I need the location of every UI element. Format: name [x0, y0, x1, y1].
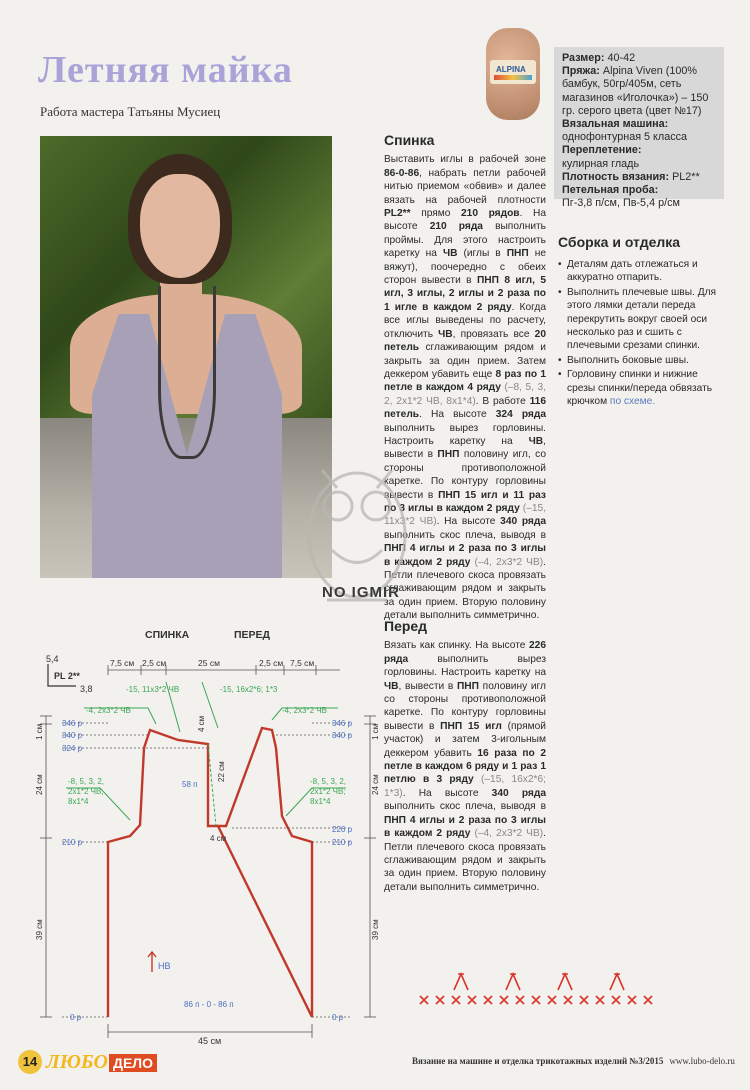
- count-58: 58 п: [182, 780, 198, 789]
- height-39: 39 см: [35, 919, 44, 940]
- height-4: 4 см: [197, 715, 206, 732]
- note-neck-front: -15, 16x2*6; 1*3: [220, 685, 278, 694]
- back-heading: Спинка: [384, 132, 435, 148]
- row-324: 324 р: [62, 744, 83, 753]
- pl-bot: 3,8: [80, 684, 93, 694]
- right-scale: [232, 716, 376, 1017]
- front-instructions: [384, 620, 546, 894]
- schema-label-front: ПЕРЕД: [234, 629, 271, 641]
- crochet-shells: [454, 974, 624, 990]
- pl-top: 5,4: [46, 654, 59, 664]
- note-armhole-left: -8, 5, 3, 2, 2x1*2 ЧВ, 8x1*4: [68, 777, 105, 806]
- row-346: 346 р: [62, 719, 83, 728]
- height-1: 1 см: [35, 723, 44, 740]
- spec-machine: Вязальная машина: однофонтурная 5 класса: [562, 118, 688, 144]
- scheme-link[interactable]: по схеме.: [609, 396, 656, 408]
- height-39-right: 39 см: [371, 919, 380, 940]
- spec-gauge: Петельная проба: Пг-3,8 п/см, Пв-5,4 р/см: [562, 184, 680, 210]
- front-text: Вязать как спинку. На высоте 226 ряда выполнить вырез горловины. Настроить каретку на ЧВ, вывести в ПНП половину игл со стороны противоположной каретке. По контуру горловины вывести в ПНП 15 игл (прямой участок) и затем 3-игольным деккером убавить 16 раза по 2 петле в каждом 6 ряду и 1 раз 1 петлю в 3 ряду (–15, 16х2*6; 1*3). На высоте 340 ряда выполнить скос плеча, выводя в ПНП 4 иглы и 2 раза по 3 иглы в каждом 2 ряду (–4, 2х3*2 ЧВ). Петли плечевого скоса провязать сглаживающим рядом и закрыть за один прием. Вторую половину детали выполнить симметрично.: [384, 640, 547, 893]
- direction-label: НВ: [158, 961, 171, 971]
- yarn-label: [490, 60, 536, 84]
- bottom-stitches: 86 п - 0 - 86 п: [184, 1000, 234, 1009]
- row-0: 0 р: [70, 1013, 82, 1022]
- photo-chain: [158, 286, 216, 459]
- note-shoulder-left: -4, 2x3*2 ЧВ: [86, 706, 131, 715]
- yarn-skein-image: [486, 28, 540, 120]
- assembly-item: • Горловину спинки и нижние срезы спинки/переда обвязать крючком по схеме.: [558, 368, 726, 408]
- neck-width: 4 см: [210, 834, 227, 843]
- width-2: 2,5 см: [142, 658, 167, 668]
- photo-face: [140, 174, 220, 278]
- width-4: 2,5 см: [259, 658, 284, 668]
- author-credit: Работа мастера Татьяны Мусиец: [40, 104, 221, 119]
- width-5: 7,5 см: [290, 658, 315, 668]
- model-photo: [40, 136, 332, 578]
- assembly-item: • Деталям дать отлежаться и аккуратно отпарить.: [558, 258, 726, 285]
- bottom-width: 45 см: [198, 1036, 222, 1046]
- schema-label-back: СПИНКА: [145, 629, 190, 641]
- assembly-item: • Выполнить плечевые швы. Для этого лямки детали переда перекрутить вокруг своей оси несколько раз и сшить с плечевыми срезами спинки.: [558, 286, 726, 353]
- row-340-right: 340 р: [332, 731, 353, 740]
- green-leaders: [66, 682, 346, 820]
- left-scale: [40, 716, 208, 1017]
- row-340: 340 р: [62, 731, 83, 740]
- specs-box: [554, 47, 724, 210]
- garment-outline: [108, 728, 312, 1017]
- assembly-list: [558, 258, 726, 408]
- height-24: 24 см: [35, 774, 44, 795]
- crochet-x-marks: [420, 996, 652, 1004]
- yarn-brand: ALPINA: [496, 65, 526, 74]
- back-text: Выставить иглы в рабочей зоне 86-0-86, набрать петли рабочей нитью приемом «обвив» и далее вязать на рабочей плотности PL2** прямо 210 рядов. На высоте 210 ряда выполнить проймы. Для этого настроить каретку на ЧВ (иглы в ПНП не вяжут), поочередно с обеих сторон вывести в ПНП 8 игл, 5 игл, 3 иглы, 2 иглы и 2 раза по 1 игле в каждом 2 ряду. Когда все иглы выведены по расчету, отключить ЧВ, провязать все 20 петель сглаживающим рядом и закрыть за один прием. Затем деккером убавить еще 8 раз по 1 петле в каждом 4 ряду (–8, 5, 3, 2, 2х1*2 ЧВ, 8х1*4). В работе 116 петель. На высоте 324 ряда выполнить вырез горловины. Настроить каретку на ЧВ, вывести в ПНП половину игл, со стороны противоположной каретке. По контуру горловины вывести в ПНП 15 игл и 11 раз по 3 иглы в каждом 2 ряду (–15, 11х3*2 ЧВ). На высоте 340 ряда выполнить скос плеча, выводя в ПНП 4 иглы и 2 раза по 3 иглы в каждом 2 ряду (–4, 2х3*2 ЧВ). Петли плечевого скоса провязать сглаживающим рядом и закрыть за один прием. Вторую половину детали выполнить симметрично.: [384, 154, 547, 622]
- pattern-schema: [0, 620, 390, 1060]
- direction-arrow-icon: [148, 952, 156, 972]
- note-shoulder-right: -4, 2x3*2 ЧВ: [282, 706, 327, 715]
- row-210-right: 210 р: [332, 838, 353, 847]
- brand-logo: ЛЮБО ДЕЛО: [46, 1051, 157, 1074]
- width-1: 7,5 см: [110, 658, 135, 668]
- row-0-right: 0 р: [332, 1013, 344, 1022]
- spec-density: Плотность вязания: PL2**: [562, 170, 700, 183]
- assembly-item: • Выполнить боковые швы.: [558, 354, 726, 367]
- height-22: 22 см: [217, 761, 226, 782]
- note-armhole-right: -8, 5, 3, 2, 2x1*2 ЧВ; 8x1*4: [310, 777, 347, 806]
- row-210: 210 р: [62, 838, 83, 847]
- row-346-right: 346 р: [332, 719, 353, 728]
- spec-size: Размер: 40-42: [562, 52, 636, 64]
- spec-weave: Переплетение: кулирная гладь: [562, 144, 642, 170]
- spec-yarn: Пряжа: Alpina Viven (100% бамбук, 50гр/405м, сеть магазинов «Иголочка») – 150 гр. серого цвета (цвет №17): [562, 65, 709, 117]
- page-title: Летняя майка: [38, 49, 293, 91]
- width-3: 25 см: [198, 658, 220, 668]
- front-heading: Перед: [384, 618, 428, 634]
- assembly-heading: Сборка и отделка: [558, 234, 681, 250]
- height-24-right: 24 см: [371, 774, 380, 795]
- footer-site[interactable]: www.lubo-delo.ru: [669, 1056, 735, 1066]
- footer-magazine: Вязание на машине и отделка трикотажных изделий №3/2015 www.lubo-delo.ru: [412, 1056, 735, 1066]
- pl-mid: PL 2**: [54, 671, 80, 681]
- row-226: 226 р: [332, 825, 353, 834]
- crochet-edging-chart: [414, 964, 668, 1010]
- watermark-text: NO IGMIR: [322, 584, 400, 601]
- owl-watermark: [292, 440, 422, 640]
- height-1-right: 1 см: [371, 723, 380, 740]
- page-number: 14: [18, 1050, 42, 1074]
- note-neck-back: -15, 11x3*2 ЧВ: [126, 685, 180, 694]
- assembly-section: [558, 234, 726, 409]
